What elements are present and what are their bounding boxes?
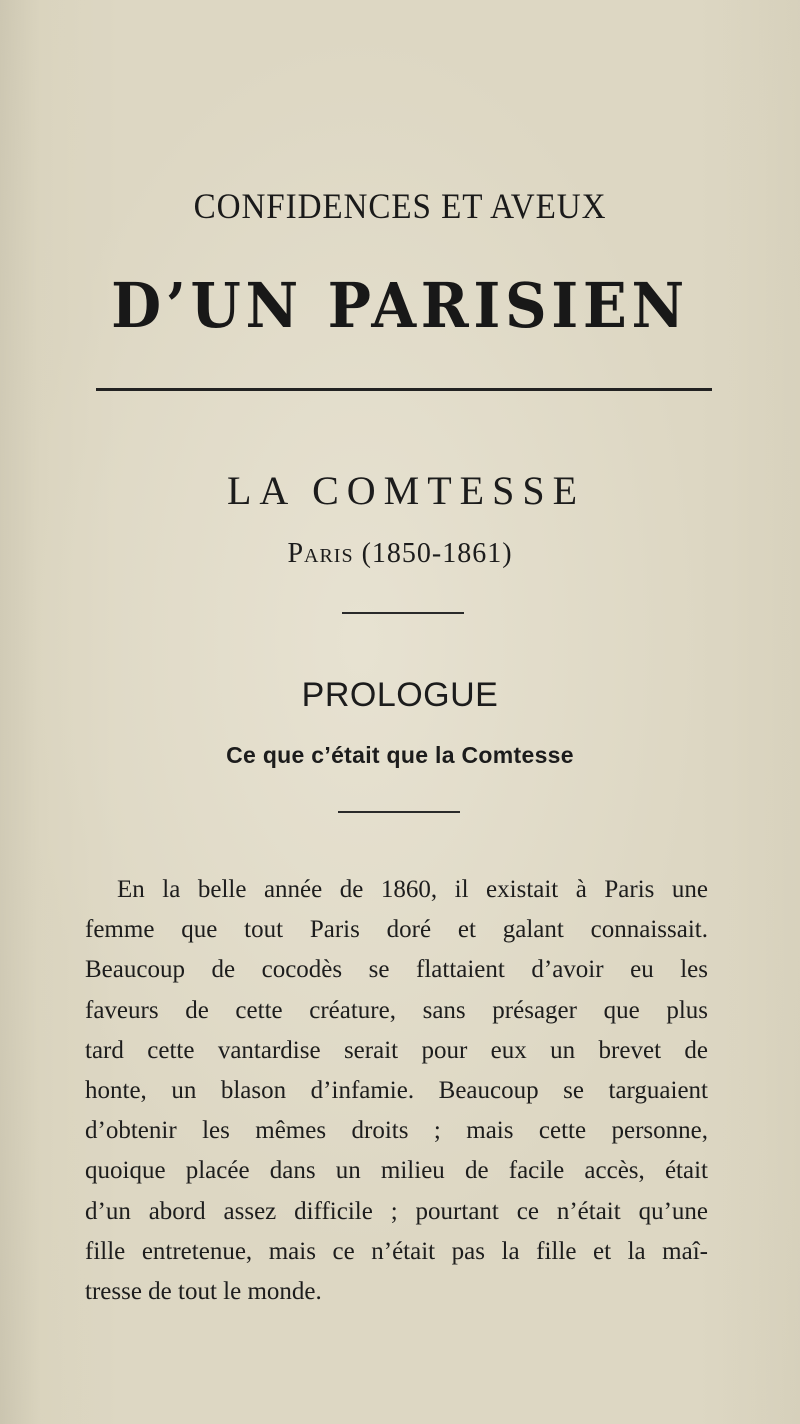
body-line: Beaucoup de cocodès se flattaient d’avoir eu les: [85, 956, 708, 984]
body-line: quoique placée dans un milieu de facile accès, était: [85, 1157, 708, 1185]
title-divider: [96, 388, 712, 391]
place-and-dates: [0, 536, 800, 572]
chapter-heading: PROLOGUE: [301, 676, 499, 714]
section-title: LA COMTESSE: [226, 468, 586, 513]
book-title: D’UN PARISIEN: [111, 269, 689, 342]
body-line: faveurs de cette créature, sans présager que plus: [85, 996, 708, 1024]
body-paragraph: [85, 870, 708, 1312]
body-line: femme que tout Paris doré et galant connaissait.: [85, 916, 708, 944]
chapter-divider: [338, 811, 460, 813]
body-line: d’un abord assez difficile ; pourtant ce n’était qu’une: [85, 1197, 708, 1225]
chapter-subtitle: Ce que c’était que la Comtesse: [226, 742, 574, 768]
body-line: d’obtenir les mêmes droits ; mais cette personne,: [85, 1117, 708, 1145]
body-line: En la belle année de 1860, il existait à Paris une: [117, 876, 708, 903]
series-title: CONFIDENCES ET AVEUX: [193, 186, 607, 226]
date-range: (1850-1861): [361, 538, 513, 569]
body-line: tard cette vantardise serait pour eux un brevet de: [85, 1036, 708, 1064]
section-divider: [342, 612, 464, 614]
body-line: honte, un blason d’infamie. Beaucoup se targuaient: [85, 1076, 708, 1104]
body-line: fille entretenue, mais ce n’était pas la fille et la maî-: [85, 1237, 708, 1265]
body-line: tresse de tout le monde.: [85, 1277, 322, 1305]
place-name: Paris: [287, 538, 354, 569]
